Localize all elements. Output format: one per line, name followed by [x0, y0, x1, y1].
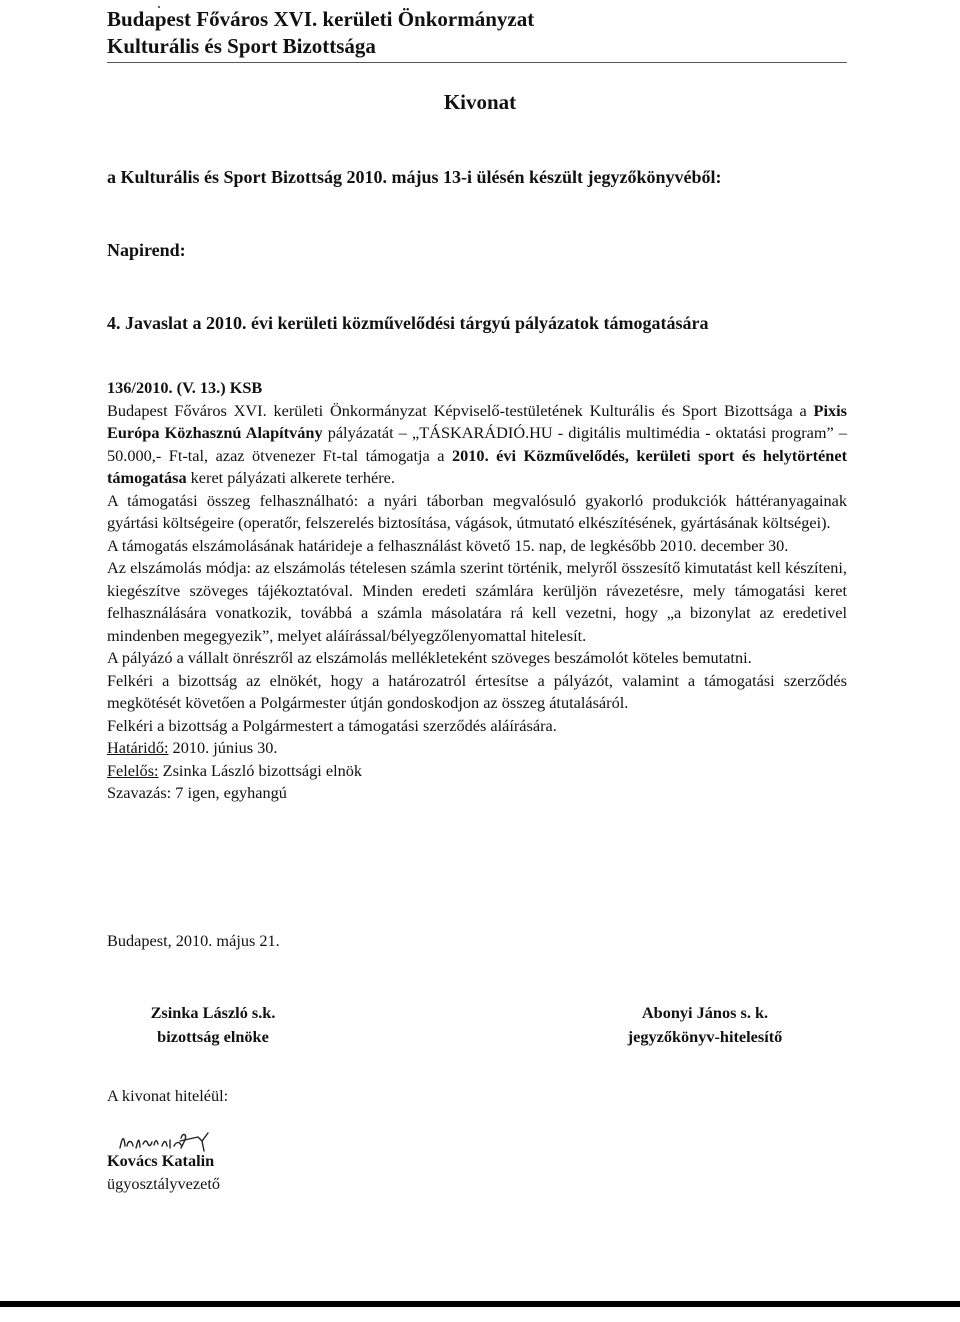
authenticator-name: Kovács Katalin [107, 1151, 215, 1170]
signature-right [600, 1001, 810, 1049]
responsible-line [107, 760, 847, 783]
scan-border [0, 1301, 960, 1307]
resolution-paragraph-1 [107, 400, 847, 490]
p1-text-a: Budapest Főváros XVI. kerületi Önkormányzat Képviselő-testületének Kulturális és Sport Bizottsága a [107, 400, 814, 420]
deadline-value: 2010. június 30. [168, 738, 278, 757]
letterhead [107, 6, 847, 60]
agenda-label: Napirend: [107, 240, 186, 260]
deadline-line [107, 737, 847, 760]
committee-name: Kulturális és Sport Bizottsága [107, 34, 376, 58]
resolution-paragraph-3: A támogatás elszámolásának határideje a felhasználást követő 15. nap, de legkésőbb 2010. december 30. [107, 535, 789, 555]
resolution-paragraph-6: Felkéri a bizottság az elnökét, hogy a határozatról értesítse a pályázót, valamint a támogatási szerződés megkötését követően a Polgármester útján gondoskodjon az összeg átutalásáról. [107, 670, 847, 712]
resolution-number: 136/2010. (V. 13.) KSB [107, 378, 263, 397]
document-title: Kivonat [443, 90, 517, 114]
resolution-paragraph-5: A pályázó a vállalt önrészről az elszámolás mellékleteként szöveges beszámolót köteles bemutatni. [107, 648, 752, 667]
org-name: Budapest Főváros XVI. kerületi Önkormányzat [107, 7, 535, 31]
responsible-label: Felelős: [107, 760, 159, 780]
signature-left [118, 1001, 308, 1049]
place-date: Budapest, 2010. május 21. [107, 931, 280, 950]
agenda-item: 4. Javaslat a 2010. évi kerületi közművelődési tárgyú pályázatok támogatására [107, 313, 709, 333]
resolution-paragraph-4: Az elszámolás módja: az elszámolás tételesen számla szerint történik, melyről összesítő kimutatást kell készíteni, kiegészítve szöveges tájékoztatóval. Minden eredeti számlára kerüljön rávezetésre, mely támogatási keret felhasználására vonatkozik, továbbá a számla másolatára rá kell vezetni, hogy „a bizonylat az eredetivel mindenben megegyezik”, melyet aláírással/bélyegzőlenyomattal hitelesít. [107, 558, 847, 645]
signatory-name: Zsinka László s.k. [150, 1003, 276, 1022]
deadline-label: Határidő: [107, 738, 169, 757]
signatory-name: Abonyi János s. k. [641, 1003, 769, 1022]
document-subtitle: a Kulturális és Sport Bizottság 2010. május 13-i ülésén készült jegyzőkönyvéből: [107, 167, 722, 187]
resolution-paragraph-7: Felkéri a bizottság a Polgármestert a támogatási szerződés aláírására. [107, 715, 557, 735]
p1-text-e: keret pályázati alkerete terhére. [186, 468, 395, 487]
authentication-label: A kivonat hiteléül: [107, 1086, 229, 1105]
authenticator-role: ügyosztályvezető [107, 1174, 221, 1193]
signatory-role: bizottság elnöke [157, 1027, 269, 1046]
header-rule [107, 62, 847, 63]
resolution-body [107, 377, 847, 805]
p1-text-c: pályázatát – „TÁSKARÁDIÓ.HU - digitális multimédia - oktatási program” – 50.000,- Ft-tal, azaz ötvenezer Ft-tal támogatja a [107, 423, 847, 465]
resolution-paragraph-2: A támogatási összeg felhasználható: a nyári táborban megvalósuló gyakorló produkciók háttéranyagainak gyártási költségeire (operatőr, felszerelés biztosítása, vágások, útmutató elkészítésének, gyártásának költségei). [107, 490, 847, 532]
vote-line: Szavazás: 7 igen, egyhangú [107, 783, 287, 802]
foundation-name: Pixis Európa Közhasznú Alapítvány [107, 400, 847, 442]
budget-frame-name: 2010. évi Közművelődés, kerületi sport és helytörténet támogatása [107, 445, 847, 487]
responsible-value: Zsinka László bizottsági elnök [158, 760, 363, 780]
signatory-role: jegyzőkönyv-hitelesítő [627, 1027, 783, 1046]
